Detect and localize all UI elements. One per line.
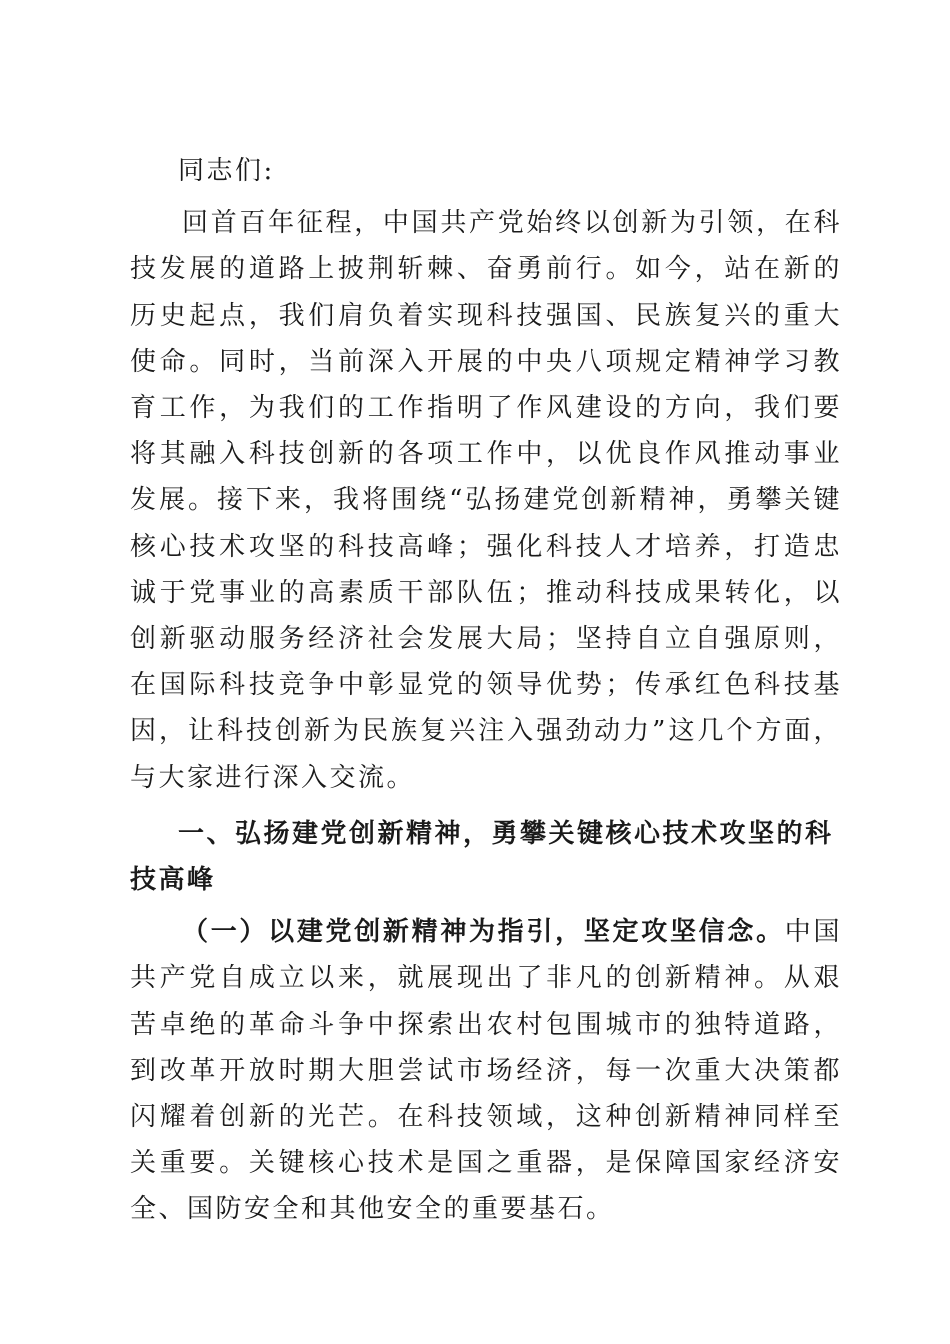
salutation: 同志们:: [178, 156, 275, 186]
subsection-1-heading: （一）以建党创新精神为指引，坚定攻坚信念。: [182, 917, 785, 948]
intro-paragraph: 回首百年征程，中国共产党始终以创新为引领，在科技发展的道路上披荆斩棘、奋勇前行。如今，站在新的历史起点，我们肩负着实现科技强国、民族复兴的重大使命。同时，当前深入开展的中央八项规定精神学习教育工作，为我们的工作指明了作风建设的方向，我们要将其融入科技创新的各项工作中，以优良作风推动事业发展。接下来，我将围绕“弘扬建党创新精神，勇攀关键核心技术攻坚的科技高峰；强化科技人才培养，打造忠诚于党事业的高素质干部队伍；推动科技成果转化，以创新驱动服务经济社会发展大局；坚持自立自强原则，在国际科技竞争中彰显党的领导优势；传承红色科技基因，让科技创新为民族复兴注入强劲动力”这几个方面，与大家进行深入交流。: [130, 208, 842, 793]
section-1-heading: 一、弘扬建党创新精神，勇攀关键核心技术攻坚的科技高峰: [130, 818, 834, 896]
paragraph-gap: [130, 801, 842, 807]
document-page: [130, 148, 842, 1233]
subsection-1-body: 中国共产党自成立以来，就展现出了非凡的创新精神。从艰苦卓绝的革命斗争中探索出农村包围城市的独特道路，到改革开放时期大胆尝试市场经济，每一次重大决策都闪耀着创新的光芒。在科技领域，这种创新精神同样至关重要。关键核心技术是国之重器，是保障国家经济安全、国防安全和其他安全的重要基石。: [130, 917, 842, 1225]
subsection-1-paragraph: [130, 909, 842, 1232]
